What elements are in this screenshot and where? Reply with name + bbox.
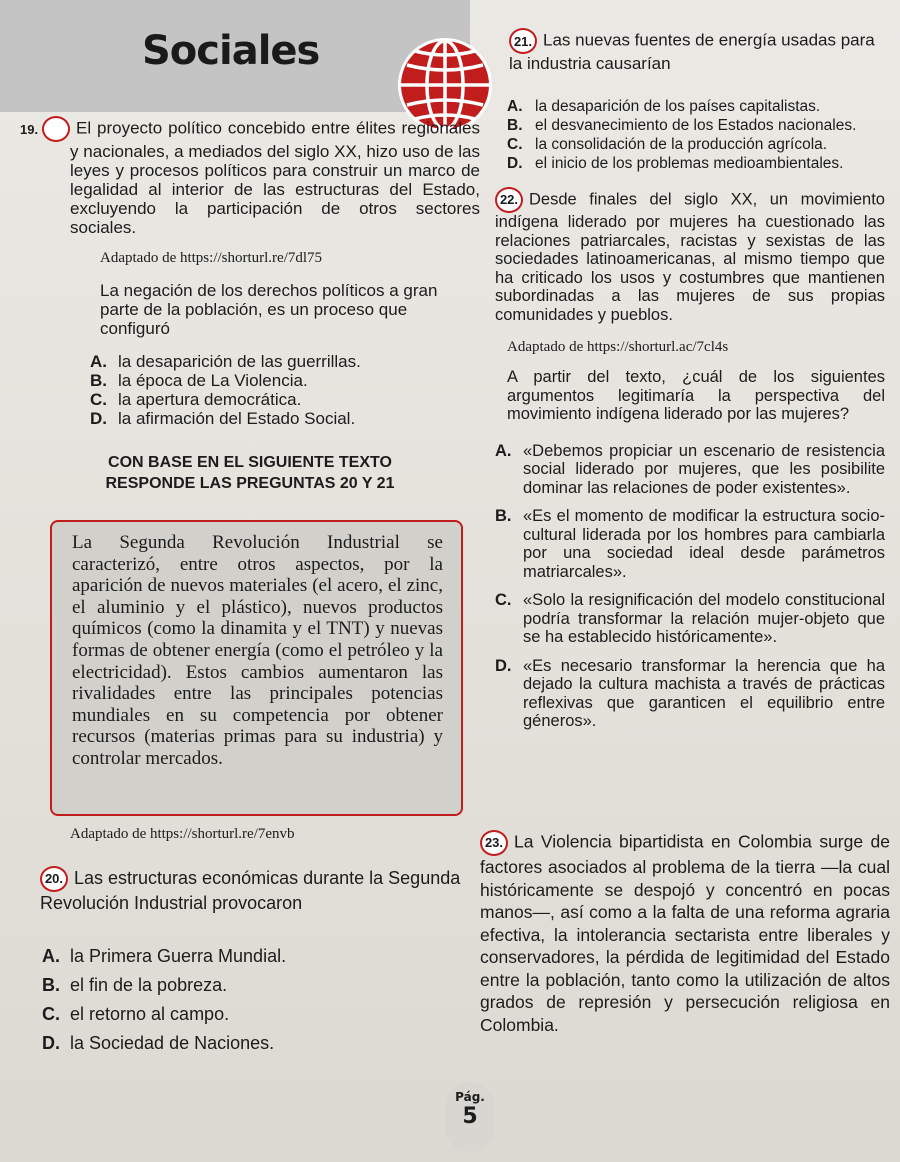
answer-option[interactable]: B. el fin de la pobreza.: [42, 975, 228, 995]
reading-source: Adaptado de https://shorturl.re/7envb: [70, 826, 295, 842]
answer-option[interactable]: C. la apertura democrática.: [90, 390, 302, 409]
answer-option[interactable]: A. la Primera Guerra Mundial.: [42, 946, 287, 966]
question-prompt: La negación de los derechos políticos a gran parte de la población, es un proceso que configuró: [100, 281, 438, 338]
answer-option[interactable]: D. la afirmación del Estado Social.: [90, 409, 356, 428]
question-number: 20.: [40, 866, 68, 892]
page-number-badge: [445, 1082, 495, 1152]
question-text: Desde finales del siglo XX, un movimiento indígena liderado por mujeres ha cuestionado las relaciones patriarcales, racistas y sexistas de las sociedades latinoamericanas, al mismo tiempo que ha criticado los usos y costumbres que mantienen subordinadas a las mujeres de sus propias comunidades y pueblos.: [495, 190, 885, 324]
source-citation: Adaptado de https://shorturl.re/7dl75: [100, 250, 323, 266]
answer-option[interactable]: C. el retorno al campo.: [42, 1004, 230, 1024]
question-number: 23.: [480, 830, 508, 856]
options-list: [90, 352, 480, 428]
question-23: [480, 830, 890, 1036]
question-number: 19.: [42, 116, 70, 142]
question-prompt: A partir del texto, ¿cuál de los siguientes argumentos legitimaría la perspectiva del movimiento indígena liderado por las mujeres?: [507, 368, 885, 423]
answer-option[interactable]: D. la Sociedad de Naciones.: [42, 1033, 275, 1053]
answer-option[interactable]: A. la desaparición de los países capitalistas.: [507, 98, 821, 115]
options-list: [495, 442, 885, 731]
question-number: 22.: [495, 187, 523, 213]
answer-option[interactable]: D. «Es necesario transformar la herencia que ha dejado la cultura machista a través de prácticas reflexivas que garanticen el equilibrio entre géneros».: [495, 656, 885, 730]
page-label: Pág.: [455, 1090, 485, 1104]
answer-option[interactable]: A. la desaparición de las guerrillas.: [90, 352, 361, 371]
right-column: [495, 28, 885, 731]
answer-option[interactable]: C. «Solo la resignificación del modelo constitucional podría transformar la relación mujer-objeto que se ha establecido históricamente».: [495, 591, 885, 646]
source-citation: Adaptado de https://shorturl.ac/7cl4s: [507, 339, 729, 355]
question-19: [20, 116, 480, 428]
answer-option[interactable]: C. la consolidación de la producción agrícola.: [507, 136, 828, 153]
answer-option[interactable]: A. «Debemos propiciar un escenario de resistencia social liderado por mujeres, que les posibilite dominar las relaciones de poder existentes».: [495, 441, 885, 497]
question-22: [495, 187, 885, 731]
question-20: [40, 866, 480, 1058]
section-heading: CON BASE EN EL SIGUIENTE TEXTO RESPONDE LAS PREGUNTAS 20 Y 21: [105, 454, 395, 492]
answer-option[interactable]: B. el desvanecimiento de los Estados nacionales.: [507, 117, 857, 134]
question-text: El proyecto político concebido entre élites regionales y nacionales, a mediados del siglo XX, hizo uso de las leyes y procesos políticos para construir un marco de legalidad al interior de las estructuras del Estado, excluyendo la participación de otros sectores sociales.: [70, 118, 480, 237]
reading-text-box: [50, 520, 463, 816]
answer-option[interactable]: B. la época de La Violencia.: [90, 371, 308, 390]
answer-option[interactable]: B. «Es el momento de modificar la estructura socio-cultural liderada por los hombres para cambiarla por una sociedad ideal desde parámetros matriarcales».: [495, 507, 885, 581]
question-text: Las nuevas fuentes de energía usadas para la industria causarían: [509, 30, 875, 73]
reading-text: La Segunda Revolución Industrial se caracterizó, entre otros aspectos, por la aparición de nuevos materiales (el acero, el zinc, el aluminio y el plástico), nuevos productos químicos (como la dinamita y el TNT) y nuevas formas de obtener energía (como el petróleo y la electricidad). Estos cambios aumentaron las rivalidades entre las principales potencias mundiales en su competencia por obtener recursos (materias primas para su industria) y controlar mercados.: [72, 532, 443, 769]
options-list: [507, 97, 885, 173]
question-number: 21.: [509, 28, 537, 54]
answer-option[interactable]: D. el inicio de los problemas medioambientales.: [507, 155, 844, 172]
left-column: [20, 112, 480, 494]
question-21: [495, 28, 885, 173]
options-list: [42, 942, 480, 1058]
page-title: Sociales: [142, 28, 320, 74]
question-text: Las estructuras económicas durante la Segunda Revolución Industrial provocaron: [40, 867, 461, 913]
page-number: 5: [462, 1104, 478, 1129]
question-text: La Violencia bipartidista en Colombia surge de factores asociados al problema de la tierra —la cual históricamente se despojó y concentró en pocas manos—, así como a la falta de una reforma agraria efectiva, la intolerancia sectarista entre liberales y conservadores, la pérdida de legitimidad del Estado entre la población, tanto como la utilización de altos grados de represión y persecución religiosa en Colombia.: [480, 831, 890, 1035]
